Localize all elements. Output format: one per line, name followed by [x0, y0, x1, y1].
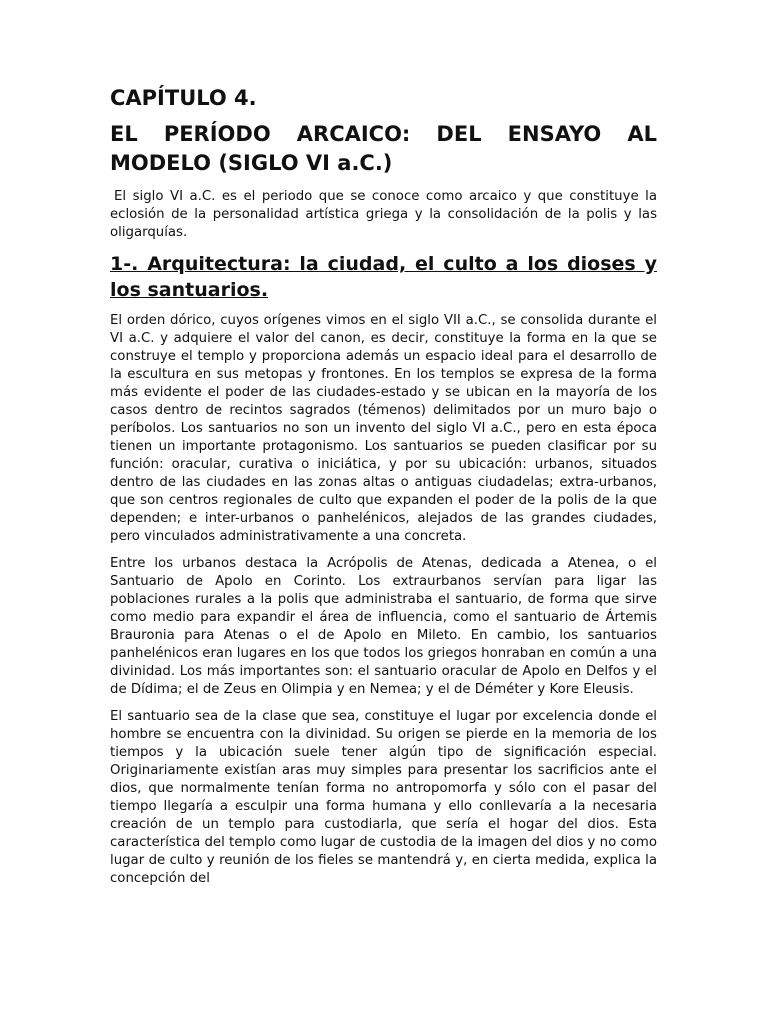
body-paragraph-2: Entre los urbanos destaca la Acrópolis de Atenas, dedicada a Atenea, o el Santuario de Apolo en Corinto. Los extraurbanos servían para ligar las poblaciones rurales a la polis que administraba el santuario, de forma que sirve como medio para expandir el área de influencia, como el santuario de Ártemis Brauronia para Atenas o el de Apolo en Mileto. En cambio, los santuarios panhelénicos eran lugares en los que todos los griegos honraban en común a una divinidad. Los más importantes son: el santuario oracular de Apolo en Delfos y el de Dídima; el de Zeus en Olimpia y en Nemea; y el de Déméter y Kore Eleusis. [110, 556, 657, 698]
section-heading: 1-. Arquitectura: la ciudad, el culto a los dioses y los santuarios. [110, 253, 657, 302]
chapter-heading: CAPÍTULO 4. [110, 86, 257, 110]
body-paragraph-3: El santuario sea de la clase que sea, constituye el lugar por excelencia donde el hombre se encuentra con la divinidad. Su origen se pierde en la memoria de los tiempos y la ubicación suele tener algún tipo de significación especial. Originariamente existían aras muy simples para presentar los sacrificios ante el dios, que normalmente tenían forma no antropomorfa y sólo con el pasar del tiempo llegaría a esculpir una forma humana y ello conllevaría a la necesaria creación de un templo para custodiarla, que sería el hogar del dios. Esta característica del templo como lugar de custodia de la imagen del dios y no como lugar de culto y reunión de los fieles se mantendrá y, en cierta medida, explica la concepción del [110, 709, 657, 887]
chapter-title: EL PERÍODO ARCAICO: DEL ENSAYO AL MODELO (SIGLO VI a.C.) [110, 122, 657, 175]
body-paragraph-1: El orden dórico, cuyos orígenes vimos en el siglo VII a.C., se consolida durante el VI a.C. y adquiere el valor del canon, es decir, constituye la forma en la que se construye el templo y proporciona además un espacio ideal para el desarrollo de la escultura en sus metopas y frontones. En los templos se expresa de la forma más evidente el poder de las ciudades-estado y se ubican en la mayoría de los casos dentro de recintos sagrados (témenos) delimitados por un muro bajo o períbolos. Los santuarios no son un invento del siglo VI a.C., pero en esta época tienen un importante protagonismo. Los santuarios se pueden clasificar por su función: oracular, curativa o iniciática, y por su ubicación: urbanos, situados dentro de las ciudades en las zonas altas o antiguas ciudadelas; extra-urbanos, que son centros regionales de culto que expanden el poder de la polis de la que dependen; e inter-urbanos o panhelénicos, alejados de las grandes ciudades, pero vinculados administrativamente a una concreta. [110, 313, 657, 545]
document-page [110, 84, 657, 897]
intro-paragraph: El siglo VI a.C. es el periodo que se conoce como arcaico y que constituye la eclosión de la personalidad artística griega y la consolidación de la polis y las oligarquías. [110, 189, 657, 241]
